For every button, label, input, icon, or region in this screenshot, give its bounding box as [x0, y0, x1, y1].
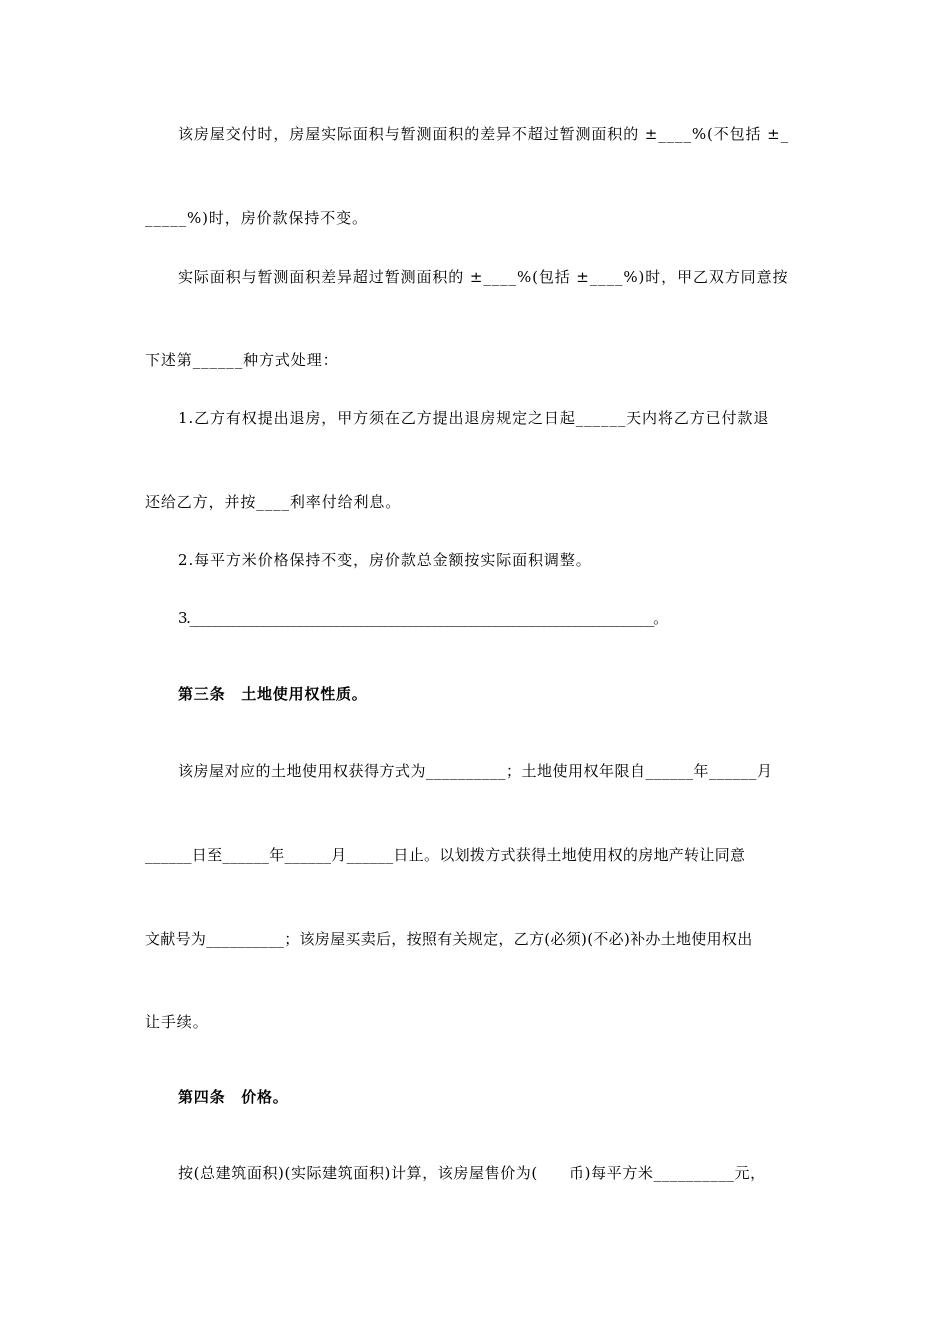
paragraph-excess-difference-line-2: 下述第______种方式处理： — [145, 351, 339, 369]
option-2-line: 2.每平方米价格保持不变，房价款总金额按实际面积调整。 — [178, 551, 592, 569]
land-use-right-line-4: 让手续。 — [145, 1013, 209, 1031]
option-3-line: 3.____________________________________________________________________________。 — [178, 609, 667, 627]
paragraph-area-difference-line-2: _____%)时，房价款保持不变。 — [145, 209, 368, 227]
article-4-heading: 第四条 价格。 — [178, 1088, 289, 1106]
land-use-right-line-2: ______日至______年______月______日止。以划拨方式获得土地使用权的房地产转让同意 — [145, 846, 746, 864]
paragraph-area-difference-line-1: 该房屋交付时，房屋实际面积与暂测面积的差异不超过暂测面积的 ±____%(不包括 ±_ — [178, 125, 789, 143]
paragraph-excess-difference-line-1: 实际面积与暂测面积差异超过暂测面积的 ±____%(包括 ±____%)时，甲乙双方同意按 — [178, 268, 789, 286]
land-use-right-line-1: 该房屋对应的土地使用权获得方式为__________；土地使用权年限自______年______月 — [178, 762, 773, 780]
land-use-right-line-3: 文献号为__________；该房屋买卖后，按照有关规定，乙方(必须)(不必)补办土地使用权出 — [145, 930, 753, 948]
option-1-line-1: 1.乙方有权提出退房，甲方须在乙方提出退房规定之日起______天内将乙方已付款退 — [178, 409, 770, 427]
article-3-heading: 第三条 土地使用权性质。 — [178, 685, 368, 703]
price-line-1: 按(总建筑面积)(实际建筑面积)计算，该房屋售价为( 币)每平方米__________元， — [178, 1164, 766, 1182]
option-1-line-2: 还给乙方，并按____利率付给利息。 — [145, 493, 402, 511]
